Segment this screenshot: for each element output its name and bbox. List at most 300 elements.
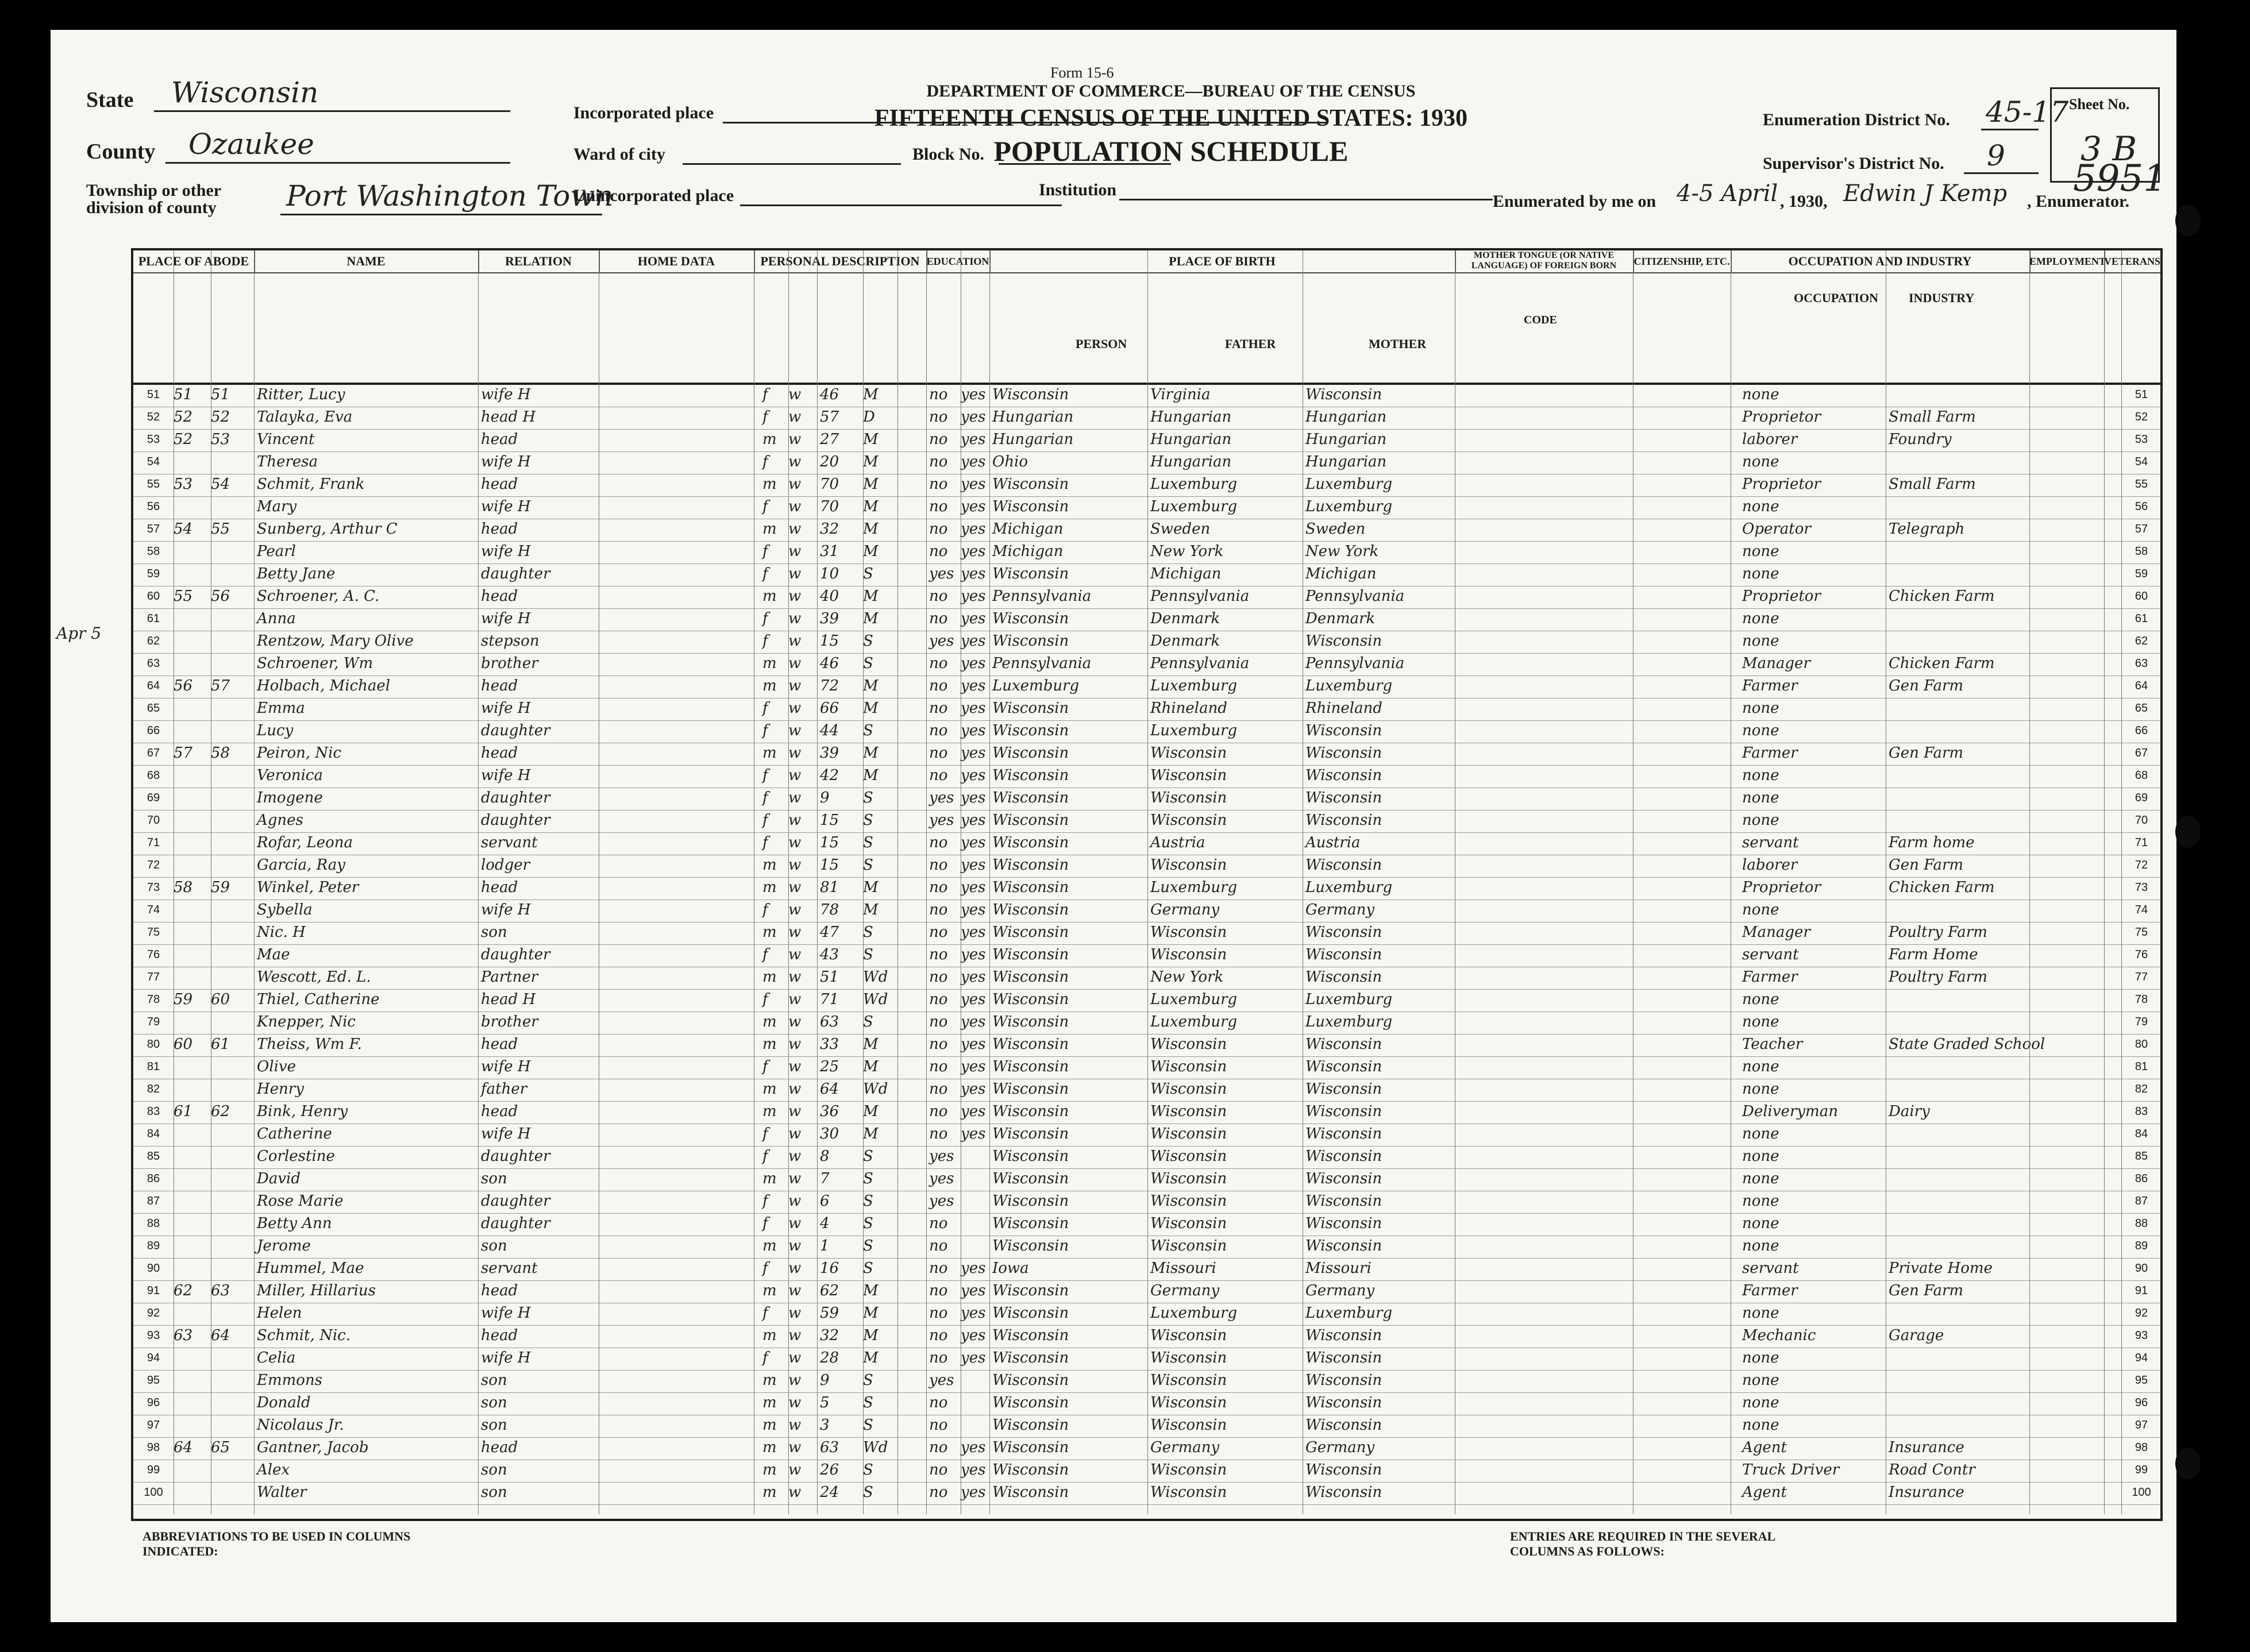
age: 27 [820, 431, 839, 448]
person-name: Theresa [257, 453, 318, 470]
birthplace-person: Wisconsin [992, 1013, 1069, 1030]
birthplace-father: Luxemburg [1150, 1304, 1238, 1322]
line-number: 54 [147, 456, 160, 468]
age: 46 [820, 655, 839, 672]
line-number-right: 95 [2135, 1374, 2148, 1387]
section-home-data: HOME DATA [599, 250, 755, 273]
school-attendance: no [929, 453, 948, 470]
school-attendance: no [929, 722, 948, 739]
occupation: servant [1742, 946, 1799, 963]
line-number-right: 99 [2135, 1464, 2148, 1476]
line-number-right: 88 [2135, 1217, 2148, 1230]
age: 31 [820, 543, 839, 560]
school-attendance: no [929, 1215, 948, 1232]
relation: daughter [481, 565, 550, 582]
birthplace-mother: Wisconsin [1305, 1170, 1382, 1187]
table-row [133, 1035, 2160, 1057]
section-education: EDUCATION [926, 250, 991, 273]
relation: daughter [481, 722, 550, 739]
birthplace-person: Wisconsin [992, 1282, 1069, 1299]
person-name: Catherine [257, 1125, 332, 1142]
person-name: Helen [257, 1304, 302, 1322]
dwelling-number: 51 [174, 386, 193, 403]
marital-status: S [863, 565, 873, 582]
person-name: Garcia, Ray [257, 856, 345, 874]
person-name: David [257, 1170, 300, 1187]
line-number-right: 74 [2135, 904, 2148, 916]
line-number-right: 68 [2135, 769, 2148, 782]
race: w [788, 901, 802, 918]
race: w [788, 722, 802, 739]
birthplace-father: Wisconsin [1150, 856, 1227, 874]
age: 15 [820, 856, 839, 874]
can-read: yes [961, 677, 986, 694]
sex: f [762, 386, 768, 403]
table-row [133, 407, 2160, 430]
table-row [133, 452, 2160, 474]
birthplace-mother: Wisconsin [1305, 789, 1382, 806]
sex: f [762, 1058, 768, 1075]
race: w [788, 924, 802, 941]
table-row [133, 385, 2160, 407]
race: w [788, 610, 802, 627]
year-text: , 1930, [1780, 192, 1828, 211]
birthplace-mother: Hungarian [1305, 431, 1387, 448]
race: w [788, 677, 802, 694]
sex: f [762, 767, 768, 784]
sex: m [762, 476, 777, 493]
race: w [788, 1125, 802, 1142]
line-number: 59 [147, 568, 160, 580]
marital-status: M [863, 1058, 879, 1075]
section-relation: RELATION [478, 250, 600, 273]
table-row [133, 1348, 2160, 1371]
birthplace-mother: Wisconsin [1305, 1215, 1382, 1232]
column-rule [989, 250, 990, 1514]
birthplace-mother: Luxemburg [1305, 498, 1393, 515]
sex: f [762, 543, 768, 560]
table-row [133, 586, 2160, 609]
table-row [133, 1259, 2160, 1281]
birthplace-mother: Germany [1305, 901, 1375, 918]
marital-status: S [863, 1461, 873, 1479]
can-read: yes [961, 1103, 986, 1120]
birthplace-mother: Luxemburg [1305, 1304, 1393, 1322]
can-read: yes [961, 1282, 986, 1299]
occupation: Farmer [1742, 677, 1798, 694]
marital-status: S [863, 655, 873, 672]
birthplace-mother: Pennsylvania [1305, 588, 1405, 605]
occupation: none [1742, 1372, 1779, 1389]
birthplace-mother: Luxemburg [1305, 476, 1393, 493]
family-number: 51 [211, 386, 230, 403]
age: 28 [820, 1349, 839, 1367]
can-read: yes [961, 543, 986, 560]
school-attendance: yes [929, 812, 954, 829]
age: 66 [820, 700, 839, 717]
age: 6 [820, 1192, 830, 1210]
table-row [133, 542, 2160, 564]
age: 71 [820, 991, 839, 1008]
person-name: Winkel, Peter [257, 879, 359, 896]
school-attendance: no [929, 767, 948, 784]
can-read: yes [961, 632, 986, 650]
occupation: none [1742, 1394, 1779, 1411]
relation: head [481, 1439, 518, 1456]
occupation: none [1742, 1237, 1779, 1255]
person-name: Jerome [257, 1237, 311, 1255]
race: w [788, 476, 802, 493]
school-attendance: no [929, 588, 948, 605]
birthplace-father: Germany [1150, 1439, 1220, 1456]
line-number: 91 [147, 1284, 160, 1297]
birthplace-mother: Wisconsin [1305, 856, 1382, 874]
sex: m [762, 1439, 777, 1456]
family-number: 53 [211, 431, 230, 448]
birthplace-father: Wisconsin [1150, 1349, 1227, 1367]
occupation: Proprietor [1742, 588, 1821, 605]
marital-status: S [863, 1013, 873, 1030]
dwelling-number: 63 [174, 1327, 193, 1344]
birthplace-father: Wisconsin [1150, 767, 1227, 784]
table-row [133, 609, 2160, 631]
relation: servant [481, 1260, 538, 1277]
table-row [133, 1438, 2160, 1460]
industry: Insurance [1889, 1439, 1964, 1456]
col-occupation: OCCUPATION [1794, 291, 1879, 305]
birthplace-person: Wisconsin [992, 1304, 1069, 1322]
marital-status: M [863, 386, 879, 403]
birthplace-person: Wisconsin [992, 476, 1069, 493]
line-number-right: 70 [2135, 814, 2148, 827]
line-number-right: 75 [2135, 926, 2148, 939]
line-number: 56 [147, 500, 160, 513]
sheet-value: 3 B [2081, 129, 2137, 168]
person-name: Anna [257, 610, 296, 627]
person-name: Theiss, Wm F. [257, 1036, 362, 1053]
industry: Road Contr [1889, 1461, 1975, 1479]
line-number-right: 63 [2135, 657, 2148, 670]
school-attendance: no [929, 677, 948, 694]
race: w [788, 1103, 802, 1120]
occupation: none [1742, 1170, 1779, 1187]
can-read: yes [961, 1349, 986, 1367]
marital-status: S [863, 924, 873, 941]
relation: servant [481, 834, 538, 851]
birthplace-person: Wisconsin [992, 722, 1069, 739]
sex: f [762, 1192, 768, 1210]
occupation: none [1742, 1125, 1779, 1142]
occupation: Farmer [1742, 968, 1798, 986]
birthplace-father: Wisconsin [1150, 924, 1227, 941]
industry: Farm home [1889, 834, 1975, 851]
school-attendance: no [929, 1080, 948, 1098]
birthplace-mother: Wisconsin [1305, 1394, 1382, 1411]
birthplace-mother: Wisconsin [1305, 968, 1382, 986]
table-row [133, 564, 2160, 586]
table-row [133, 833, 2160, 855]
line-number: 61 [147, 612, 160, 625]
birthplace-person: Wisconsin [992, 1148, 1069, 1165]
line-number: 60 [147, 590, 160, 603]
sex: f [762, 610, 768, 627]
relation: daughter [481, 789, 550, 806]
line-number: 57 [147, 523, 160, 535]
can-read: yes [961, 1013, 986, 1030]
occupation: servant [1742, 1260, 1799, 1277]
birthplace-mother: Wisconsin [1305, 1036, 1382, 1053]
occupation: Proprietor [1742, 476, 1821, 493]
enumerated-date: 4-5 April [1677, 180, 1778, 207]
birthplace-mother: Wisconsin [1305, 924, 1382, 941]
marital-status: Wd [863, 991, 888, 1008]
line-number-right: 73 [2135, 881, 2148, 894]
sex: f [762, 1349, 768, 1367]
relation: wife H [481, 610, 531, 627]
line-number-right: 53 [2135, 433, 2148, 446]
table-row [133, 430, 2160, 452]
line-number-right: 98 [2135, 1441, 2148, 1454]
birthplace-mother: Wisconsin [1305, 1080, 1382, 1098]
table-row [133, 721, 2160, 743]
birthplace-mother: Wisconsin [1305, 812, 1382, 829]
population-table [131, 248, 2163, 1521]
person-name: Thiel, Catherine [257, 991, 380, 1008]
line-number: 64 [147, 680, 160, 692]
table-row [133, 1393, 2160, 1415]
industry: Poultry Farm [1889, 924, 1987, 941]
school-attendance: no [929, 1125, 948, 1142]
can-read: yes [961, 476, 986, 493]
can-read: yes [961, 789, 986, 806]
birthplace-person: Wisconsin [992, 565, 1069, 582]
birthplace-mother: Wisconsin [1305, 767, 1382, 784]
marital-status: M [863, 520, 879, 538]
unincorporated-label: Unincorporated place [573, 186, 734, 205]
age: 7 [820, 1170, 830, 1187]
state-value: Wisconsin [171, 76, 319, 109]
family-number: 63 [211, 1282, 230, 1299]
race: w [788, 1192, 802, 1210]
occupation: none [1742, 632, 1779, 650]
can-read: yes [961, 520, 986, 538]
relation: wife H [481, 901, 531, 918]
line-number: 84 [147, 1128, 160, 1140]
relation: wife H [481, 543, 531, 560]
line-number: 85 [147, 1150, 160, 1163]
birthplace-person: Wisconsin [992, 1103, 1069, 1120]
can-read: yes [961, 700, 986, 717]
enumerator-label: , Enumerator. [2027, 192, 2130, 211]
birthplace-father: Wisconsin [1150, 1215, 1227, 1232]
birthplace-person: Wisconsin [992, 1439, 1069, 1456]
occupation: none [1742, 1416, 1779, 1434]
marital-status: M [863, 476, 879, 493]
age: 43 [820, 946, 839, 963]
table-row [133, 810, 2160, 833]
birthplace-person: Michigan [992, 543, 1064, 560]
incorporated-label: Incorporated place [573, 103, 714, 122]
can-read: yes [961, 386, 986, 403]
birthplace-father: Wisconsin [1150, 1394, 1227, 1411]
table-row [133, 1079, 2160, 1102]
relation: wife H [481, 1304, 531, 1322]
column-rule [2104, 250, 2105, 1514]
table-row [133, 1303, 2160, 1326]
school-attendance: no [929, 968, 948, 986]
sheet-label: Sheet No. [2069, 96, 2130, 113]
section-occupation: OCCUPATION AND INDUSTRY [1731, 250, 2031, 273]
can-read: yes [961, 744, 986, 762]
footer [131, 1523, 2158, 1609]
line-number: 96 [147, 1396, 160, 1409]
occupation: Operator [1742, 520, 1811, 538]
birthplace-father: Germany [1150, 1282, 1220, 1299]
table-row [133, 967, 2160, 990]
person-name: Gantner, Jacob [257, 1439, 369, 1456]
line-number: 70 [147, 814, 160, 827]
race: w [788, 431, 802, 448]
relation: head [481, 879, 518, 896]
line-number: 63 [147, 657, 160, 670]
birthplace-father: Denmark [1150, 610, 1220, 627]
table-row [133, 923, 2160, 945]
line-number: 81 [147, 1060, 160, 1073]
person-name: Mary [257, 498, 297, 515]
race: w [788, 520, 802, 538]
race: w [788, 1282, 802, 1299]
relation: son [481, 1394, 507, 1411]
occupation: none [1742, 1304, 1779, 1322]
school-attendance: no [929, 1036, 948, 1053]
occupation: none [1742, 1080, 1779, 1098]
line-number: 74 [147, 904, 160, 916]
can-read: yes [961, 453, 986, 470]
race: w [788, 1148, 802, 1165]
supervisor-value: 9 [1987, 139, 2005, 172]
can-read: yes [961, 588, 986, 605]
marital-status: S [863, 1416, 873, 1434]
race: w [788, 632, 802, 650]
birthplace-person: Wisconsin [992, 700, 1069, 717]
birthplace-person: Iowa [992, 1260, 1029, 1277]
school-attendance: no [929, 520, 948, 538]
birthplace-mother: Wisconsin [1305, 632, 1382, 650]
occupation: none [1742, 1013, 1779, 1030]
age: 47 [820, 924, 839, 941]
dwelling-number: 62 [174, 1282, 193, 1299]
relation: head [481, 744, 518, 762]
age: 72 [820, 677, 839, 694]
line-number-right: 79 [2135, 1016, 2148, 1028]
school-attendance: no [929, 655, 948, 672]
line-number-right: 90 [2135, 1262, 2148, 1275]
line-number-right: 58 [2135, 545, 2148, 558]
industry: Small Farm [1889, 476, 1976, 493]
birthplace-father: Pennsylvania [1150, 588, 1250, 605]
school-attendance: no [929, 1461, 948, 1479]
table-row [133, 519, 2160, 542]
person-name: Bink, Henry [257, 1103, 348, 1120]
race: w [788, 1327, 802, 1344]
relation: wife H [481, 1125, 531, 1142]
relation: son [481, 1237, 507, 1255]
dwelling-number: 57 [174, 744, 193, 762]
person-name: Schroener, Wm [257, 655, 373, 672]
table-header [133, 250, 2160, 385]
department-heading: DEPARTMENT OF COMMERCE—BUREAU OF THE CENSUS [926, 82, 1416, 101]
relation: head [481, 677, 518, 694]
state-label: State [86, 88, 134, 112]
family-number: 62 [211, 1103, 230, 1120]
census-sheet [51, 30, 2176, 1622]
age: 42 [820, 767, 839, 784]
dwelling-number: 59 [174, 991, 193, 1008]
family-number: 56 [211, 588, 230, 605]
birthplace-mother: Germany [1305, 1439, 1375, 1456]
person-name: Henry [257, 1080, 304, 1098]
birthplace-person: Wisconsin [992, 767, 1069, 784]
age: 20 [820, 453, 839, 470]
table-row [133, 1191, 2160, 1214]
occupation: none [1742, 565, 1779, 582]
age: 4 [820, 1215, 830, 1232]
table-row [133, 1057, 2160, 1079]
marital-status: Wd [863, 1439, 888, 1456]
relation: head [481, 588, 518, 605]
table-row [133, 698, 2160, 721]
birthplace-father: New York [1150, 543, 1224, 560]
relation: wife H [481, 498, 531, 515]
sex: f [762, 408, 768, 426]
birthplace-person: Wisconsin [992, 1192, 1069, 1210]
marital-status: M [863, 610, 879, 627]
race: w [788, 856, 802, 874]
line-number: 90 [147, 1262, 160, 1275]
age: 5 [820, 1394, 830, 1411]
industry: Garage [1889, 1327, 1944, 1344]
school-attendance: no [929, 700, 948, 717]
occupation: none [1742, 1058, 1779, 1075]
birthplace-person: Wisconsin [992, 812, 1069, 829]
marital-status: S [863, 1170, 873, 1187]
table-row [133, 1236, 2160, 1259]
birthplace-father: Luxemburg [1150, 991, 1238, 1008]
family-number: 55 [211, 520, 230, 538]
school-attendance: no [929, 744, 948, 762]
occupation: Proprietor [1742, 879, 1821, 896]
can-read: yes [961, 834, 986, 851]
birthplace-person: Wisconsin [992, 991, 1069, 1008]
person-name: Imogene [257, 789, 323, 806]
age: 78 [820, 901, 839, 918]
school-attendance: yes [929, 1192, 954, 1210]
industry: Insurance [1889, 1484, 1964, 1501]
school-attendance: no [929, 924, 948, 941]
birthplace-person: Wisconsin [992, 744, 1069, 762]
occupation: none [1742, 722, 1779, 739]
race: w [788, 655, 802, 672]
birthplace-person: Wisconsin [992, 1349, 1069, 1367]
can-read: yes [961, 565, 986, 582]
school-attendance: no [929, 946, 948, 963]
birthplace-father: Pennsylvania [1150, 655, 1250, 672]
form-number: Form 15-6 [1050, 64, 1114, 81]
sex: f [762, 722, 768, 739]
line-number-right: 84 [2135, 1128, 2148, 1140]
occupation: Farmer [1742, 1282, 1798, 1299]
occupation: none [1742, 767, 1779, 784]
